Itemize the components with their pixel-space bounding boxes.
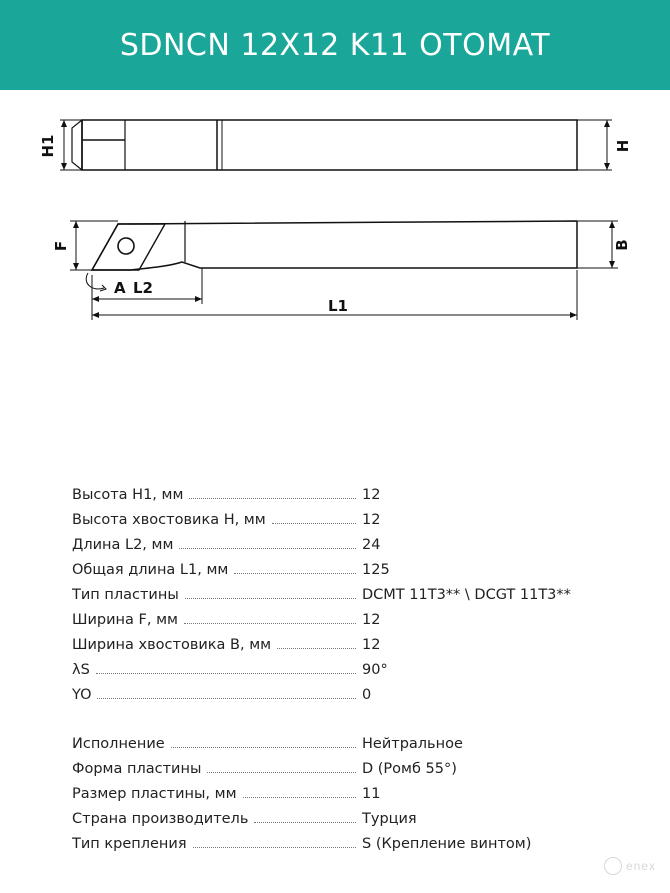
spec-value: Нейтральное [362, 735, 463, 752]
dot-leader [184, 622, 356, 624]
spec-value: 125 [362, 561, 390, 578]
spec-label: Длина L2, мм [72, 536, 174, 553]
spec-label: Ширина хвостовика B, мм [72, 636, 272, 653]
spec-row [72, 806, 612, 831]
side-view-outline [82, 120, 577, 170]
spec-row [72, 781, 612, 806]
spec-row [72, 756, 612, 781]
dot-leader [189, 497, 356, 499]
spec-label: Страна производитель [72, 810, 249, 827]
spec-row [72, 831, 612, 856]
technical-drawing [0, 95, 670, 335]
dot-leader [207, 771, 356, 773]
spec-value: 12 [362, 511, 381, 528]
spec-value: 12 [362, 486, 381, 503]
dot-leader [179, 547, 356, 549]
spec-value: Турция [362, 810, 417, 827]
watermark-text: enex [625, 859, 656, 873]
spec-label: λS [72, 661, 90, 678]
spec-value: S (Крепление винтом) [362, 835, 532, 852]
spec-label: YO [72, 686, 92, 703]
spec-value: 0 [362, 686, 372, 703]
spec-row [72, 657, 612, 682]
spec-value: 12 [362, 636, 381, 653]
dot-leader [234, 572, 356, 574]
group-spacer [72, 707, 612, 731]
spec-label: Размер пластины, мм [72, 785, 237, 802]
spec-row [72, 557, 612, 582]
specs-table [72, 482, 612, 856]
dim-label-l1: L1 [328, 297, 348, 315]
dot-leader [96, 672, 356, 674]
dim-label-h1: H1 [39, 134, 57, 158]
spec-row [72, 682, 612, 707]
dim-label-h: H [614, 139, 632, 153]
spec-value: 24 [362, 536, 381, 553]
spec-label: Форма пластины [72, 760, 202, 777]
dot-leader [254, 821, 356, 823]
watermark-logo-icon [604, 857, 622, 875]
insert-rhombus [92, 224, 165, 270]
spec-row [72, 532, 612, 557]
insert-screw-hole [118, 238, 134, 254]
spec-row [72, 632, 612, 657]
watermark [604, 857, 656, 875]
page-title: SDNCN 12X12 K11 OTOMAT [119, 27, 551, 63]
spec-label: Высота хвостовика H, мм [72, 511, 266, 528]
dim-label-a: A [114, 279, 126, 297]
spec-label: Тип крепления [72, 835, 187, 852]
dim-label-b: B [613, 239, 631, 251]
spec-row [72, 582, 612, 607]
dim-label-f: F [52, 240, 70, 252]
dot-leader [277, 647, 356, 649]
spec-value: 11 [362, 785, 381, 802]
spec-row [72, 731, 612, 756]
dot-leader [97, 697, 356, 699]
spec-label: Общая длина L1, мм [72, 561, 229, 578]
dot-leader [171, 746, 356, 748]
spec-value: 90° [362, 661, 388, 678]
top-view-outline [92, 221, 577, 270]
spec-row [72, 507, 612, 532]
page-header [0, 0, 670, 90]
dot-leader [193, 846, 356, 848]
dim-label-l2: L2 [133, 279, 153, 297]
spec-label: Исполнение [72, 735, 165, 752]
spec-label: Ширина F, мм [72, 611, 178, 628]
dot-leader [185, 597, 356, 599]
spec-row [72, 607, 612, 632]
dot-leader [243, 796, 356, 798]
spec-value: 12 [362, 611, 381, 628]
spec-label: Тип пластины [72, 586, 179, 603]
dot-leader [272, 522, 356, 524]
spec-value: DCMT 11T3** \ DCGT 11T3** [362, 586, 571, 603]
spec-row [72, 482, 612, 507]
spec-value: D (Ромб 55°) [362, 760, 457, 777]
spec-label: Высота H1, мм [72, 486, 184, 503]
